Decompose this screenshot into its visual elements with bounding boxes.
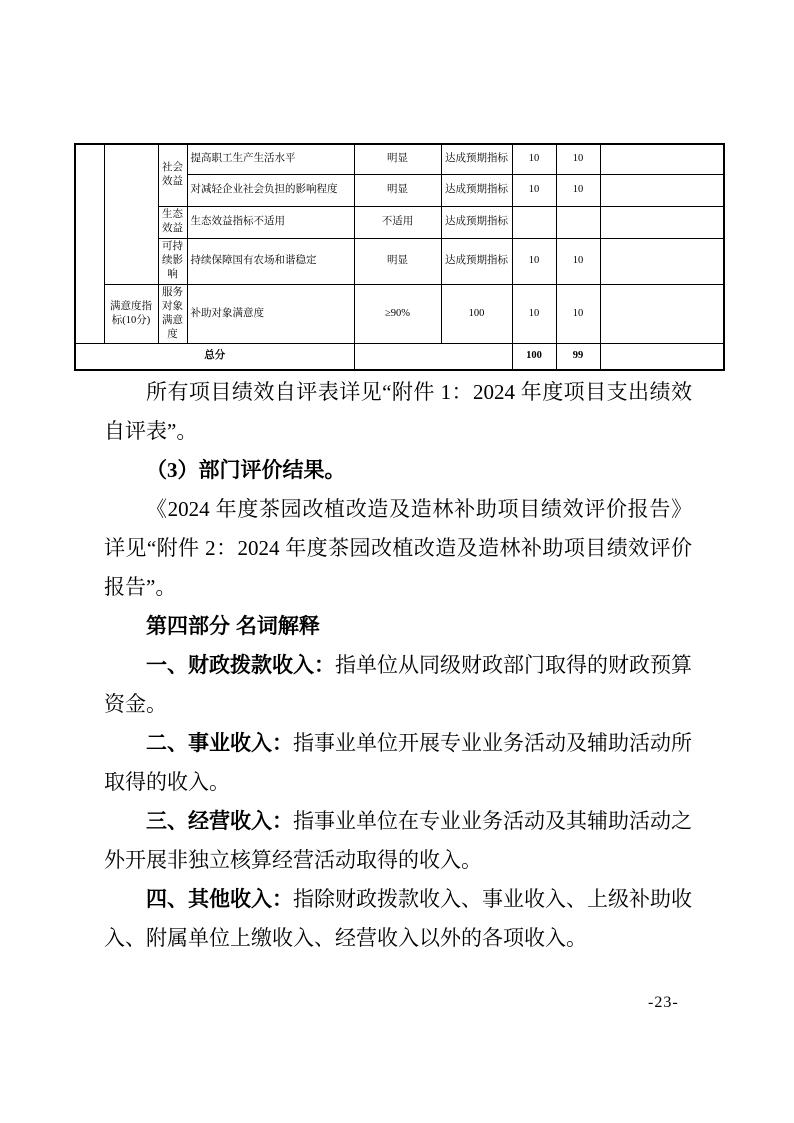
term-definition xyxy=(104,802,692,880)
note-cell xyxy=(600,206,724,238)
term-definition xyxy=(104,646,692,724)
group-social-benefit: 社会效益 xyxy=(158,144,187,206)
outer-group-cell xyxy=(75,144,104,344)
actual-value-cell: 达成预期指标 xyxy=(441,144,512,174)
full-score-cell xyxy=(512,206,556,238)
actual-value-cell: 达成预期指标 xyxy=(441,238,512,284)
term-definition xyxy=(104,724,692,802)
group-sustainable-impact: 可持续影响 xyxy=(158,238,187,284)
term-label: 二、事业收入： xyxy=(146,732,293,755)
total-full-score-cell: 100 xyxy=(512,344,556,370)
indicator-cell: 提高职工生产生活水平 xyxy=(187,144,354,174)
term-definition xyxy=(104,880,692,958)
satisfaction-group-cell: 满意度指标(10分) xyxy=(104,284,158,344)
self-score-cell: 10 xyxy=(556,144,600,174)
actual-value-cell: 100 xyxy=(441,284,512,344)
note-cell xyxy=(600,174,724,206)
paragraph-evaluation-report: 《2024 年度茶园改植改造及造林补助项目绩效评价报告》详见“附件 2：2024 年度茶园改植改造及造林补助项目绩效评价报告”。 xyxy=(104,497,692,599)
note-cell xyxy=(600,238,724,284)
note-cell xyxy=(600,284,724,344)
heading-dept-evaluation-result: （3）部门评价结果。 xyxy=(146,458,346,482)
self-score-cell: 10 xyxy=(556,174,600,206)
self-score-cell: 10 xyxy=(556,284,600,344)
target-value-cell: ≥90% xyxy=(354,284,441,344)
section-title-terms: 第四部分 名词解释 xyxy=(146,615,320,638)
performance-score-table xyxy=(74,143,725,371)
paragraph-self-eval-table: 所有项目绩效自评表详见“附件 1：2024 年度项目支出绩效自评表”。 xyxy=(104,380,692,443)
full-score-cell: 10 xyxy=(512,144,556,174)
page-number: -23- xyxy=(648,994,679,1011)
term-label: 一、财政拨款收入： xyxy=(146,654,335,677)
indicator-cell: 持续保障国有农场和谐稳定 xyxy=(187,238,354,284)
body-text xyxy=(104,373,692,958)
term-label: 三、经营收入： xyxy=(146,810,293,833)
group-service-satisfaction: 服务对象满意度 xyxy=(158,284,187,344)
indicator-cell: 对减轻企业社会负担的影响程度 xyxy=(187,174,354,206)
self-score-cell: 10 xyxy=(556,238,600,284)
indicator-cell: 补助对象满意度 xyxy=(187,284,354,344)
actual-value-cell: 达成预期指标 xyxy=(441,206,512,238)
group-ecological-benefit: 生态效益 xyxy=(158,206,187,238)
actual-value-cell: 达成预期指标 xyxy=(441,174,512,206)
indicator-cell: 生态效益指标不适用 xyxy=(187,206,354,238)
full-score-cell: 10 xyxy=(512,284,556,344)
self-score-cell xyxy=(556,206,600,238)
target-value-cell: 不适用 xyxy=(354,206,441,238)
total-note-cell xyxy=(600,344,724,370)
full-score-cell: 10 xyxy=(512,238,556,284)
full-score-cell: 10 xyxy=(512,174,556,206)
total-label-cell: 总分 xyxy=(75,344,354,370)
note-cell xyxy=(600,144,724,174)
term-text: 指事业单位在专业业务活动及其辅助活动之外开展非独立核算经营活动取得的收入。 xyxy=(104,809,692,872)
target-value-cell: 明显 xyxy=(354,238,441,284)
term-text: 指除财政拨款收入、事业收入、上级补助收入、附属单位上缴收入、经营收入以外的各项收入。 xyxy=(104,887,692,950)
term-text: 指事业单位开展专业业务活动及辅助活动所取得的收入。 xyxy=(104,731,692,794)
total-blank-cell xyxy=(354,344,512,370)
term-label: 四、其他收入： xyxy=(146,888,293,911)
target-value-cell: 明显 xyxy=(354,174,441,206)
benefit-group-cell xyxy=(104,144,158,284)
total-self-score-cell: 99 xyxy=(556,344,600,370)
term-text: 指单位从同级财政部门取得的财政预算资金。 xyxy=(104,653,692,716)
target-value-cell: 明显 xyxy=(354,144,441,174)
